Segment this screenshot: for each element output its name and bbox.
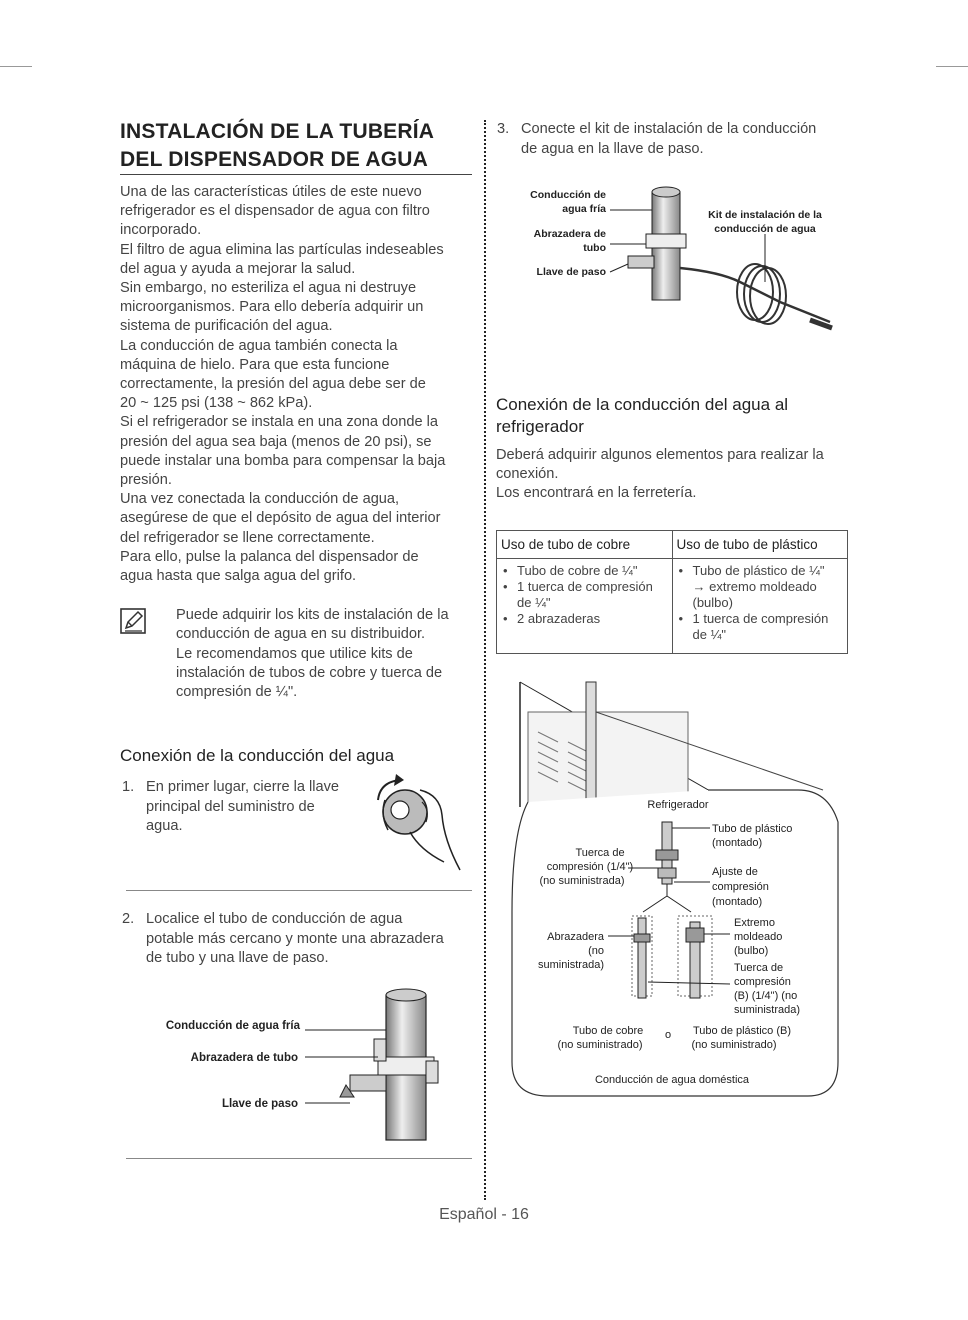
step-3 [497,120,873,159]
section-heading-fridge-connection [496,394,848,438]
table-item: → extremo moldeado [692,579,817,594]
intro-line: agua hasta que salga agua del grifo. [120,568,357,585]
step-2 [122,910,496,969]
title-line-2: DEL DISPENSADOR DE AGUA [120,148,428,171]
fig3-kit-label: conducción de agua [714,223,816,235]
table-item: • 1 tuerca de compresión [501,579,668,595]
fig4-domestic-label: Conducción de agua doméstica [594,1074,750,1086]
note-block [120,606,472,702]
intro-line: sistema de purificación del agua. [120,318,333,335]
table-item: • 2 abrazaderas [501,611,668,627]
intro-line: Si el refrigerador se instala en una zona donde la [120,414,439,431]
fig4-or-label: o [664,1029,672,1041]
shutoff-valve-hand-illustration [360,770,470,880]
fig4-end-label: Extremo [734,917,775,929]
fig4-copper-label: (no suministrado) [557,1039,643,1051]
table-cell-copper [497,559,673,654]
fig3-cold-water-label: agua fría [562,203,606,215]
fig4-copper-label: Tubo de cobre [572,1025,644,1037]
table-header-plastic: Uso de tubo de plástico [672,531,848,559]
page-footer: Español - 16 [439,1206,529,1223]
intro-line: asegúrese de que el depósito de agua del interior [120,510,441,527]
fig4-nutb-label: (B) (1/4") (no [734,990,798,1002]
step-1 [122,778,376,837]
section-heading-water-connection: Conexión de la conducción del agua [120,746,395,765]
step-line: principal del suministro de [146,798,315,815]
fridge-connection-diagram [508,672,848,1104]
crop-mark-left [0,66,32,67]
note-line: conducción de agua en su distribuidor. [176,626,426,643]
intro-line: Una de las características útiles de este nuevo [120,184,422,200]
intro-paragraph [120,183,472,586]
pipe-clamp-illustration [150,985,450,1145]
table-item: de ¼" [692,627,727,642]
fig4-nutb-label: Tuerca de [734,962,784,974]
fig4-plastic-b-label: (no suministrado) [691,1039,777,1051]
title-rule [120,174,472,175]
para-line: Deberá adquirir algunos elementos para realizar la [496,447,824,463]
fig3-clamp-label: tubo [583,242,606,254]
note-line: instalación de tubos de cobre y tuerca de [176,664,443,681]
fig4-fridge-label: Refrigerador [647,799,709,811]
intro-line: correctamente, la presión del agua debe ser de [120,376,426,393]
intro-line: puede instalar una bomba para compensar la baja [120,452,446,469]
intro-line: del agua y ayuda a mejorar la salud. [120,260,356,277]
intro-line: del refrigerador se llene correctamente. [120,529,375,546]
step-line: de agua en la llave de paso. [521,140,704,157]
install-kit-illustration [510,182,850,342]
fig4-adjust-label: compresión [712,881,769,893]
intro-line: Para ello, pulse la palanca del dispensador de [120,548,419,565]
intro-line: refrigerador es el dispensador de agua con filtro [120,203,430,220]
intro-line: máquina de hielo. Para que esta funcione [120,356,390,373]
table-item: • 1 tuerca de compresión [677,611,844,627]
intro-line: La conducción de agua también conecta la [120,337,398,354]
note-line: Puede adquirir los kits de instalación de la [176,607,449,624]
fig4-nut-label: compresión (1/4") [546,861,634,873]
materials-table [496,530,848,654]
intro-line: presión del agua sea baja (menos de 20 psi), se [120,433,432,450]
step-line: En primer lugar, cierre la llave [146,779,340,795]
intro-line: Una vez conectada la conducción de agua, [120,491,400,508]
intro-line: presión. [120,472,172,489]
intro-line: microorganismos. Para ello debería adquirir un [120,299,424,316]
table-item: de ¼" [517,595,551,610]
intro-line: Sin embargo, no esteriliza el agua ni destruye [120,280,417,297]
note-line: compresión de ¼". [176,684,298,701]
bottom-divider [126,1158,472,1159]
fig2-valve-label: Llave de paso [221,1098,298,1110]
para-line: conexión. [496,466,559,483]
step-number: 3. [497,121,510,137]
crop-mark-right [936,66,968,67]
page-title [120,118,472,174]
intro-line: 20 ~ 125 psi (138 ~ 862 kPa). [120,395,313,412]
intro-line: incorporado. [120,222,202,239]
table-item: • Tubo de plástico de ¼" [677,563,844,579]
fig4-plastic-tube-label: (montado) [712,837,763,849]
fig2-cold-water-label: Conducción de agua fría [165,1020,300,1032]
para-line: Los encontrará en la ferretería. [496,485,697,502]
title-line-1: INSTALACIÓN DE LA TUBERÍA [120,120,435,143]
fig4-plastic-tube-label: Tubo de plástico [712,823,793,835]
fig3-valve-label: Llave de paso [536,266,606,278]
fridge-connection-paragraph [496,446,848,504]
column-divider [484,120,486,1200]
fig3-clamp-label: Abrazadera de [533,228,606,240]
heading-line: Conexión de la conducción del agua al [496,395,789,414]
step-line: Localice el tubo de conducción de agua [146,911,403,927]
step-number: 2. [122,911,135,927]
fig4-adjust-label: (montado) [712,896,763,908]
fig4-adjust-label: Ajuste de [712,866,758,878]
fig4-end-label: moldeado [734,931,783,943]
step-line: de tubo y una llave de paso. [146,950,329,966]
fig4-end-label: (bulbo) [734,945,769,957]
table-item: • Tubo de cobre de ¼" [501,563,668,579]
fig4-clamp-label: suministrada) [537,959,604,971]
fig4-clamp-label: (no [588,945,604,957]
fig4-plastic-b-label: Tubo de plástico (B) [692,1025,792,1037]
table-cell-plastic [672,559,848,654]
left-column [120,118,472,702]
note-pencil-icon [120,608,146,634]
fig4-nut-label: Tuerca de [575,847,625,859]
step-number: 1. [122,779,135,795]
heading-line: refrigerador [496,417,584,436]
step-divider [126,890,472,891]
step-line: potable más cercano y monte una abrazadera [146,930,444,947]
fig3-cold-water-label: Conducción de [530,189,606,201]
fig4-nutb-label: compresión [734,976,791,988]
fig3-kit-label: Kit de instalación de la [708,209,822,221]
fig4-clamp-label: Abrazadera [547,931,604,943]
note-line: Le recomendamos que utilice kits de [176,645,413,662]
fig4-nut-label: (no suministrada) [539,875,625,887]
table-item: (bulbo) [692,595,733,610]
fig2-clamp-label: Abrazadera de tubo [190,1052,298,1064]
step-line: Conecte el kit de instalación de la conducción [521,121,817,137]
fig4-nutb-label: suministrada) [734,1004,801,1016]
step-line: agua. [146,818,183,834]
intro-line: El filtro de agua elimina las partículas indeseables [120,241,444,258]
table-header-copper: Uso de tubo de cobre [497,531,673,559]
